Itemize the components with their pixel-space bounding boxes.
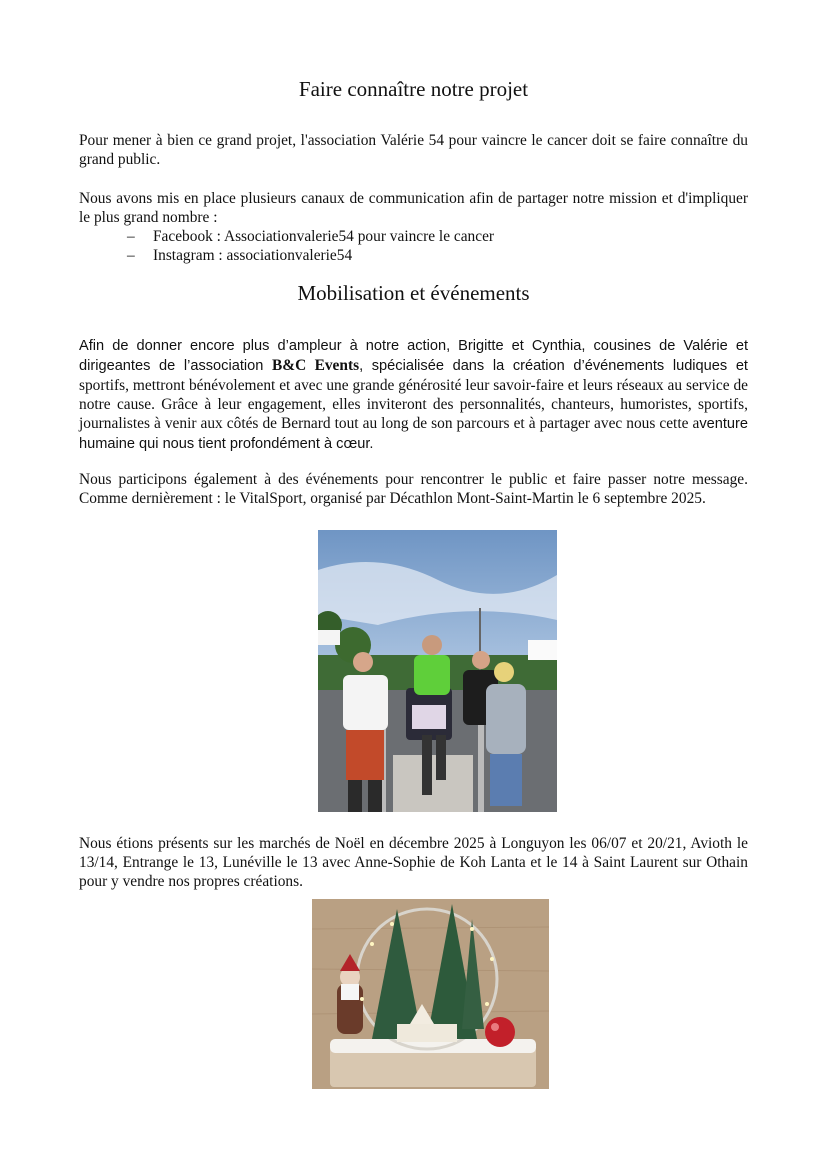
christmas-creation-photo — [312, 899, 549, 1089]
bullet-dash: – — [127, 247, 135, 264]
channels-list — [127, 227, 494, 265]
section-title-project: Faire connaître notre projet — [298, 77, 529, 101]
vitalsport-photo-drawing — [318, 530, 557, 812]
vitalsport-photo — [318, 530, 557, 812]
list-item-text: Facebook : Associationvalerie54 pour vaincre le cancer — [153, 228, 495, 245]
section-title-mobilisation: Mobilisation et événements — [297, 281, 530, 305]
christmas-creation-drawing — [312, 899, 549, 1089]
paragraph-channels: Nous avons mis en place plusieurs canaux de communication afin de partager notre mission et d'impliquer le plus grand nombre : — [79, 190, 748, 226]
bullet-dash: – — [127, 228, 135, 245]
list-item-facebook — [127, 227, 494, 246]
bc-events-name: B&C Events — [271, 357, 360, 374]
list-item-instagram — [127, 246, 494, 265]
paragraph-intro: Pour mener à bien ce grand projet, l'association Valérie 54 pour vaincre le cancer doit se faire connaître du grand public. — [79, 132, 748, 168]
paragraph-vitalsport: Nous participons également à des événements pour rencontrer le public et faire passer notre message. Comme dernièrement : le VitalSport, organisé par Décathlon Mont-Saint-Martin le 6 septembre 2025. — [79, 471, 748, 507]
list-item-text: Instagram : associationvalerie54 — [153, 247, 353, 264]
paragraph-christmas-markets: Nous étions présents sur les marchés de Noël en décembre 2025 à Longuyon les 06/07 et 20/21, Avioth le 13/14, Entrange le 13, Lunéville le 13 avec Anne-Sophie de Koh Lanta et le 14 à Saint Laurent sur Othain pour y vendre nos propres créations. — [79, 835, 748, 890]
paragraph-bc-events: Afin de donner encore plus d’ampleur à notre action, Brigitte et Cynthia, cousines de Valérie et dirigeantes de l’association B&C Events, spécialisée dans la création d’événements ludiques et sportifs, mettront bénévolement et avec une grande générosité leur savoir-faire et leurs réseaux au service de notre cause. Grâce à leur engagement, elles inviteront des personnalités, chanteurs, humoristes, sportifs, journalistes à venir aux côtés de Bernard tout au long de son parcours et à partager avec nous cette aventure humaine qui nous tient profondément à cœur. — [79, 338, 748, 452]
